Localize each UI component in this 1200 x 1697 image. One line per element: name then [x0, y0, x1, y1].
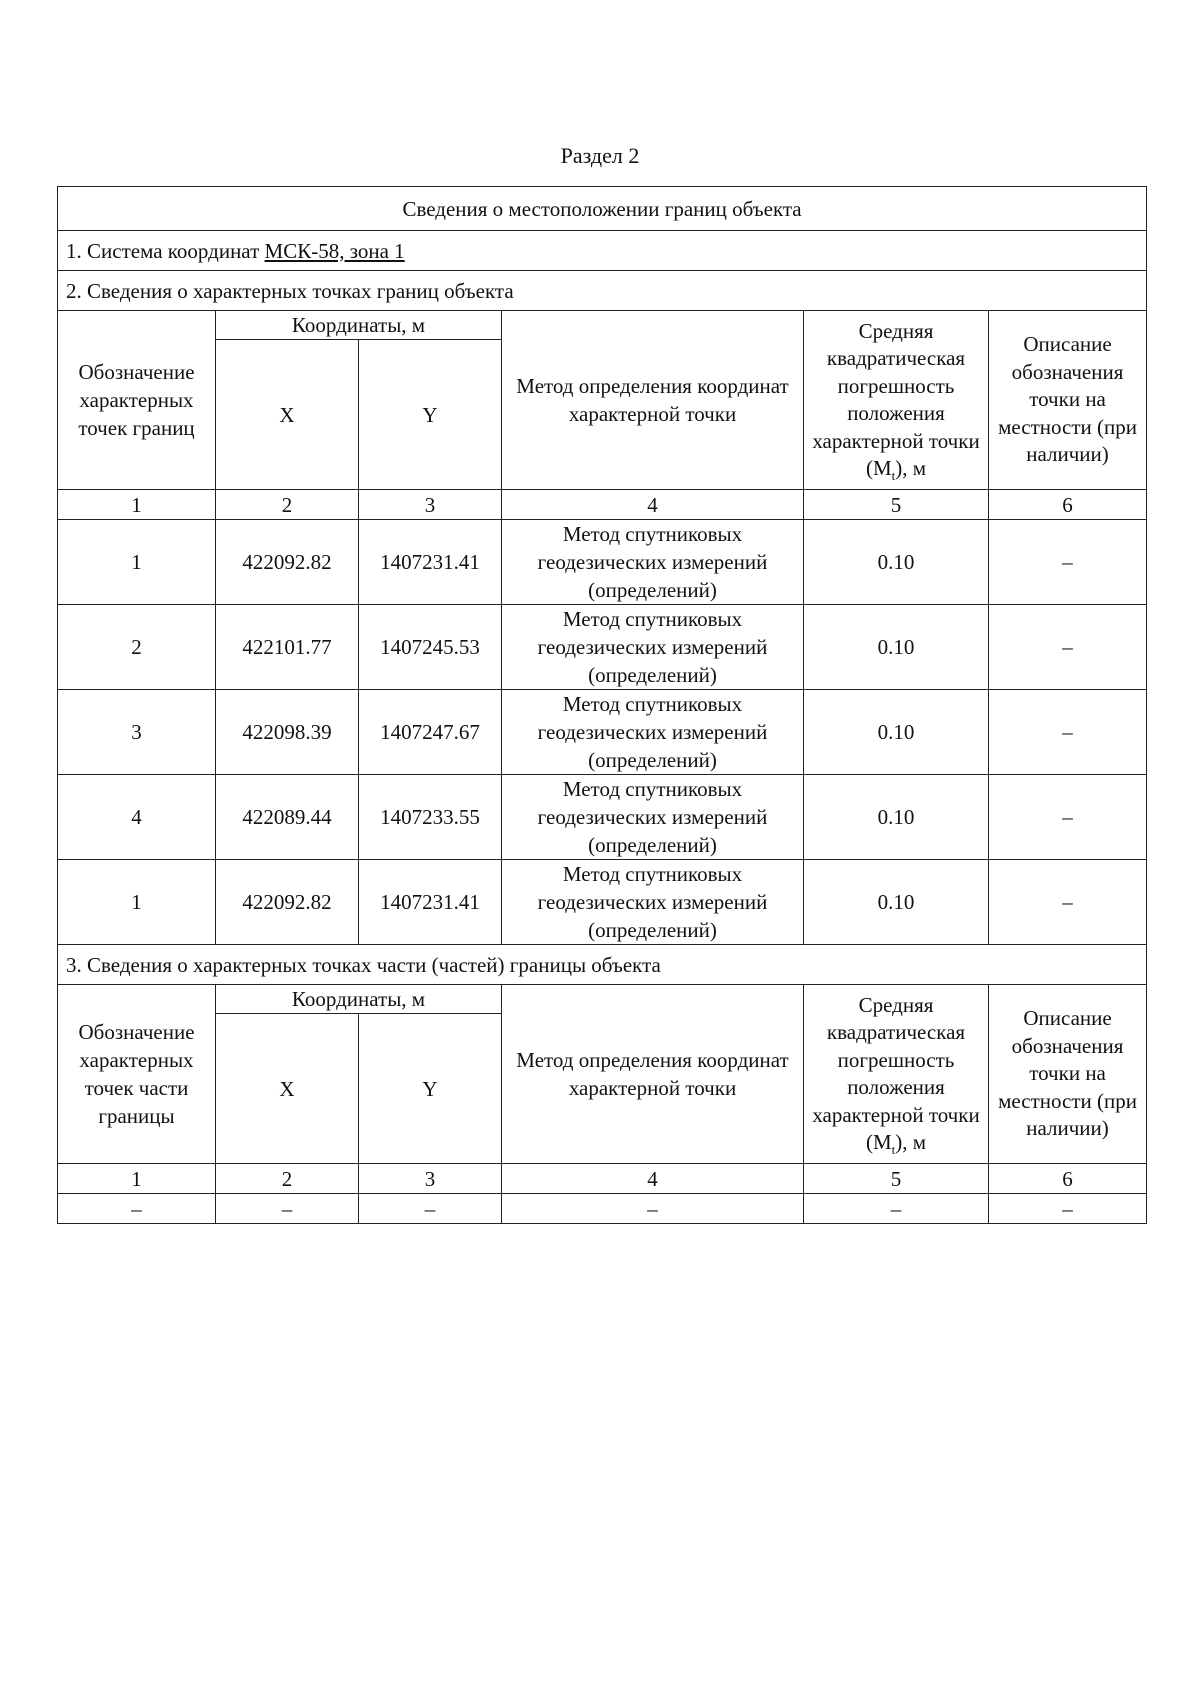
table-row — [58, 860, 1147, 945]
table-row — [58, 520, 1147, 605]
point-cell: 3 — [58, 690, 216, 775]
s3-header-error-text: Средняя квадратическая погрешность положения характерной точки (M — [812, 992, 980, 1154]
s2-header-coords: Координаты, м — [216, 311, 502, 340]
y-cell: – — [359, 1194, 502, 1224]
s3-colnum: 4 — [502, 1164, 804, 1194]
error-cell: 0.10 — [804, 605, 989, 690]
y-cell: 1407245.53 — [359, 605, 502, 690]
s2-header-point: Обозначение характерных точек границ — [58, 311, 216, 490]
method-cell: Метод спутниковых геодезических измерений (определений) — [502, 520, 804, 605]
coord-system-value: МСК-58, зона 1 — [264, 238, 405, 263]
x-cell: 422101.77 — [216, 605, 359, 690]
s2-colnum: 4 — [502, 490, 804, 520]
s2-header-error-unit: ), м — [895, 456, 927, 480]
s2-header-error-text: Средняя квадратическая погрешность положения характерной точки (M — [812, 318, 980, 480]
s2-colnum: 1 — [58, 490, 216, 520]
y-cell: 1407247.67 — [359, 690, 502, 775]
boundary-table — [57, 186, 1147, 1224]
error-cell: – — [804, 1194, 989, 1224]
s3-header-method: Метод определения координат характерной точки — [502, 985, 804, 1164]
description-cell: – — [989, 860, 1147, 945]
s3-colnum: 2 — [216, 1164, 359, 1194]
s3-colnum: 1 — [58, 1164, 216, 1194]
table-title: Сведения о местоположении границ объекта — [58, 187, 1147, 231]
s3-header-x: X — [216, 1014, 359, 1164]
description-cell: – — [989, 520, 1147, 605]
s3-colnum: 3 — [359, 1164, 502, 1194]
point-cell: 1 — [58, 520, 216, 605]
s3-header-coords: Координаты, м — [216, 985, 502, 1014]
s2-colnum: 2 — [216, 490, 359, 520]
y-cell: 1407231.41 — [359, 520, 502, 605]
s2-colnum: 6 — [989, 490, 1147, 520]
s2-header-description: Описание обозначения точки на местности (при наличии) — [989, 311, 1147, 490]
error-cell: 0.10 — [804, 690, 989, 775]
s3-header-description: Описание обозначения точки на местности (при наличии) — [989, 985, 1147, 1164]
point-cell: 1 — [58, 860, 216, 945]
coord-system-row — [58, 231, 1147, 271]
method-cell: – — [502, 1194, 804, 1224]
description-cell: – — [989, 1194, 1147, 1224]
error-cell: 0.10 — [804, 775, 989, 860]
coord-system-label: 1. Система координат — [66, 238, 260, 263]
s2-header-x: X — [216, 340, 359, 490]
x-cell: – — [216, 1194, 359, 1224]
description-cell: – — [989, 605, 1147, 690]
table-row — [58, 690, 1147, 775]
s2-colnum: 5 — [804, 490, 989, 520]
table-row — [58, 605, 1147, 690]
x-cell: 422092.82 — [216, 520, 359, 605]
point-cell: – — [58, 1194, 216, 1224]
error-cell: 0.10 — [804, 860, 989, 945]
description-cell: – — [989, 775, 1147, 860]
method-cell: Метод спутниковых геодезических измерений (определений) — [502, 775, 804, 860]
s3-colnum: 6 — [989, 1164, 1147, 1194]
table-row — [58, 775, 1147, 860]
s3-colnum: 5 — [804, 1164, 989, 1194]
s3-header-error — [804, 985, 989, 1164]
s3-header-y: Y — [359, 1014, 502, 1164]
point-cell: 4 — [58, 775, 216, 860]
description-cell: – — [989, 690, 1147, 775]
table-row — [58, 1194, 1147, 1224]
section3-title: 3. Сведения о характерных точках части (частей) границы объекта — [58, 945, 1147, 985]
method-cell: Метод спутниковых геодезических измерений (определений) — [502, 605, 804, 690]
x-cell: 422089.44 — [216, 775, 359, 860]
y-cell: 1407231.41 — [359, 860, 502, 945]
method-cell: Метод спутниковых геодезических измерений (определений) — [502, 690, 804, 775]
x-cell: 422092.82 — [216, 860, 359, 945]
section2-title: 2. Сведения о характерных точках границ объекта — [58, 271, 1147, 311]
point-cell: 2 — [58, 605, 216, 690]
s3-header-point: Обозначение характерных точек части границы — [58, 985, 216, 1164]
s2-header-error-sub: t — [891, 468, 896, 484]
s2-header-y: Y — [359, 340, 502, 490]
s3-header-error-sub: t — [891, 1142, 896, 1158]
s2-colnum: 3 — [359, 490, 502, 520]
x-cell: 422098.39 — [216, 690, 359, 775]
s3-header-error-unit: ), м — [895, 1130, 927, 1154]
page-title: Раздел 2 — [560, 143, 640, 168]
error-cell: 0.10 — [804, 520, 989, 605]
s2-header-method: Метод определения координат характерной точки — [502, 311, 804, 490]
s2-header-error — [804, 311, 989, 490]
y-cell: 1407233.55 — [359, 775, 502, 860]
method-cell: Метод спутниковых геодезических измерений (определений) — [502, 860, 804, 945]
